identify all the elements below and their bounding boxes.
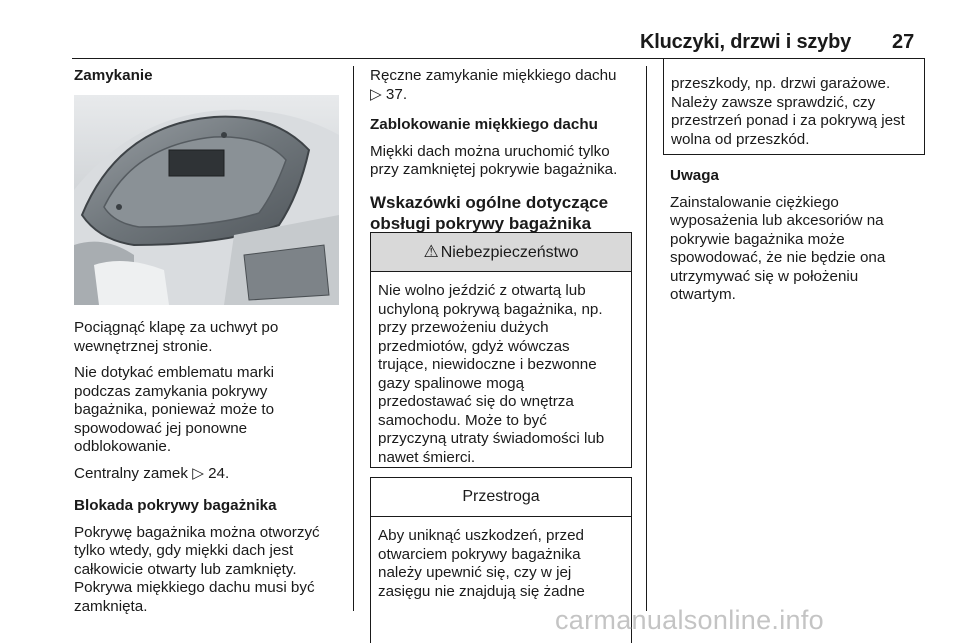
text-line: Pokrywę bagażnika można otworzyć <box>74 523 320 541</box>
reference-page: 37. <box>385 85 408 103</box>
text-line: przy zamkniętej pokrywie bagażnika. <box>370 161 618 178</box>
text-line: całkowicie otwarty lub zamknięty. <box>74 560 297 578</box>
caution-box-continued <box>663 59 925 155</box>
caution-header <box>371 478 631 517</box>
text-line: uchyloną pokrywą bagażnika, np. <box>378 300 603 318</box>
text-line: Pokrywa miękkiego dachu musi być <box>74 579 315 596</box>
chapter-title: Kluczyki, drzwi i szyby <box>640 31 852 53</box>
text-line: Nie dotykać emblematu marki <box>74 364 275 381</box>
paragraph-emblem <box>74 364 350 457</box>
subheading-lock: Blokada pokrywy bagażnika <box>74 497 277 514</box>
text-line: przeszkody, np. drzwi garażowe. <box>671 75 891 92</box>
column-divider-2 <box>646 66 647 611</box>
text-line: przestrzeń ponad i za pokrywą jest <box>671 112 905 129</box>
text-line: wyposażenia lub akcesoriów na <box>670 212 884 229</box>
text-line: tylko wtedy, gdy miękki dach jest <box>74 542 294 559</box>
text-line: trujące, niewidoczne i bezwonne <box>378 356 597 373</box>
page-reference-icon: ▷ <box>192 464 204 482</box>
text-line: pokrywie bagażnika może <box>670 230 845 248</box>
text-line: zasięgu nie znajdują się żadne <box>378 582 585 600</box>
section-heading-general <box>370 192 636 234</box>
paragraph-lock <box>74 524 350 617</box>
caution-continued-body <box>664 59 924 149</box>
text-line: nawet śmierci. <box>378 448 476 466</box>
text-line: przedmiotów, gdyż wówczas <box>378 337 570 355</box>
text-line: spowodować, że nie będzie ona <box>670 249 886 266</box>
column-2 <box>370 67 636 242</box>
text-line: przyczyną utraty świadomości lub <box>378 430 605 447</box>
heading-line: obsługi pokrywy bagażnika <box>370 213 592 233</box>
text-line: Miękki dach można uruchomić tylko <box>370 142 610 160</box>
caution-title: Przestroga <box>462 488 540 505</box>
watermark-logo: carmanualsonline.info <box>555 605 824 635</box>
text-line: spowodować jej ponowne <box>74 419 248 437</box>
text-line: bagażnika, ponieważ może to <box>74 401 275 418</box>
heading-line: Wskazówki ogólne dotyczące <box>370 192 609 212</box>
text-line: Ręczne zamykanie miękkiego dachu <box>370 67 617 84</box>
column-1 <box>74 67 344 94</box>
danger-box <box>370 232 632 468</box>
text-line: gazy spalinowe mogą <box>378 374 525 392</box>
text-line: Należy zawsze sprawdzić, czy <box>671 93 876 111</box>
text-line: należy upewnić się, czy w jej <box>378 564 572 581</box>
caution-body <box>371 517 631 601</box>
text-line: Aby uniknąć uszkodzeń, przed <box>378 527 584 544</box>
text-line: wolna od przeszkód. <box>671 130 810 148</box>
page-reference-icon: ▷ <box>370 85 382 103</box>
danger-header <box>371 233 631 272</box>
column-1-text <box>74 319 350 624</box>
trunk-photo-illustration <box>74 95 339 305</box>
note-body <box>670 194 925 305</box>
text-line: Nie wolno jeździć z otwartą lub <box>378 282 586 299</box>
text-line: Pociągnąć klapę za uchwyt po <box>74 319 279 336</box>
text-line: wewnętrznej stronie. <box>74 337 213 355</box>
manual-close-reference[interactable] <box>370 67 636 104</box>
text-line: otwarciem pokrywy bagażnika <box>378 545 581 563</box>
warning-triangle-icon: ⚠ <box>423 242 439 261</box>
central-lock-reference[interactable] <box>74 465 350 484</box>
paragraph-lid-handle <box>74 319 350 356</box>
text-line: samochodu. Może to być <box>378 411 547 429</box>
text-line: podczas zamykania pokrywy <box>74 382 268 400</box>
column-divider-1 <box>353 66 354 611</box>
paragraph-roof <box>370 143 636 180</box>
note-section <box>670 167 925 313</box>
page-number: 27 <box>892 31 915 53</box>
text-line: utrzymywać się w położeniu <box>670 267 859 285</box>
reference-label: Centralny zamek <box>74 464 188 482</box>
trunk-lid-photo <box>74 95 339 305</box>
text-line: odblokowanie. <box>74 438 172 455</box>
text-line: otwartym. <box>670 286 736 303</box>
danger-body <box>371 272 631 467</box>
text-line: przy przewożeniu dużych <box>378 319 549 336</box>
reference-page: 24. <box>208 464 230 482</box>
danger-title: Niebezpieczeństwo <box>440 244 579 261</box>
text-line: Zainstalowanie ciężkiego <box>670 193 839 211</box>
subheading-roof-lock: Zablokowanie miękkiego dachu <box>370 116 598 133</box>
note-title: Uwaga <box>670 167 719 184</box>
text-line: zamknięta. <box>74 597 148 615</box>
section-title: Zamykanie <box>74 67 153 84</box>
text-line: przedostawać się do wnętrza <box>378 393 574 410</box>
